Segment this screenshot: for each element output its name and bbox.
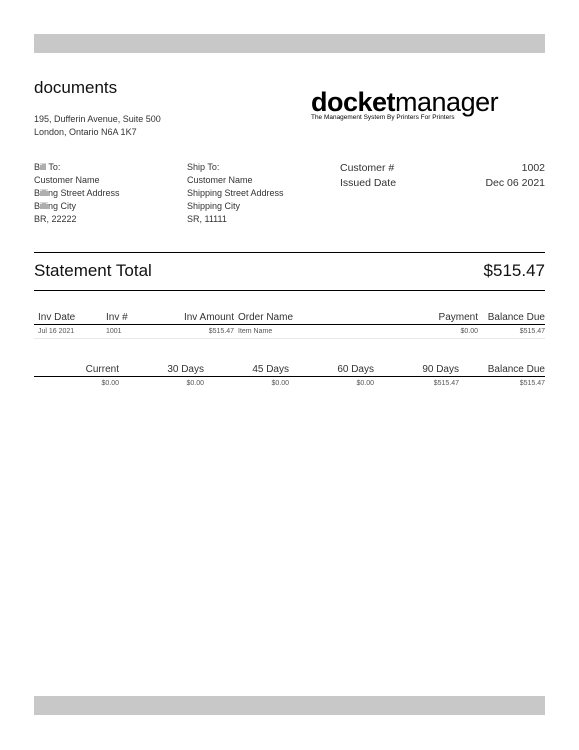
col-30-days: 30 Days [119,364,204,377]
cell-45-days: $0.00 [271,380,289,387]
statement-total-value: $515.47 [483,261,545,280]
docketmanager-logo [311,88,526,121]
col-order-name: Order Name [234,312,414,325]
col-aging-balance-due: Balance Due [459,364,545,377]
table-row [34,325,545,339]
col-inv-date: Inv Date [34,312,102,325]
ship-to-city: Shipping City [187,201,241,211]
col-current: Current [34,364,119,377]
cell-inv-amount: $515.47 [152,325,234,339]
issued-date-label: Issued Date [340,177,397,189]
header-band [34,34,545,53]
customer-number-value: 1002 [521,162,545,174]
ship-to-block [187,161,284,226]
bill-to-block [34,161,120,226]
col-balance-due: Balance Due [478,312,545,325]
aging-values-row [34,377,545,391]
cell-inv-date: Jul 16 2021 [34,325,102,339]
bill-to-street: Billing Street Address [34,188,120,198]
logo-word-bold: docket [311,87,396,117]
footer-band [34,696,545,715]
statement-bottom-rule [34,290,545,291]
logo-word-light: manager [395,87,499,117]
bill-to-name: Customer Name [34,175,100,185]
logo-wordmark [311,88,526,116]
cell-60-days: $0.00 [356,380,374,387]
bill-to-region: BR, 22222 [34,214,77,224]
company-address-line1: 195, Dufferin Avenue, Suite 500 [34,114,161,124]
bill-to-heading: Bill To: [34,162,61,172]
cell-90-days: $515.47 [433,380,459,387]
bill-to-city: Billing City [34,201,77,211]
company-address [34,113,161,139]
company-address-line2: London, Ontario N6A 1K7 [34,127,137,137]
col-45-days: 45 Days [204,364,289,377]
ship-to-name: Customer Name [187,175,253,185]
cell-30-days: $0.00 [186,380,204,387]
ship-to-heading: Ship To: [187,162,220,172]
invoice-header-row [34,312,545,325]
col-inv-amount: Inv Amount [152,312,234,325]
statement-total-label: Statement Total [34,261,152,280]
col-inv-number: Inv # [102,312,152,325]
col-60-days: 60 Days [289,364,374,377]
company-name: documents [34,78,118,97]
col-90-days: 90 Days [374,364,459,377]
cell-balance-due: $515.47 [478,325,545,339]
cell-current: $0.00 [101,380,119,387]
cell-order-name: Item Name [234,325,414,339]
cell-aging-balance-due: $515.47 [519,380,545,387]
ship-to-street: Shipping Street Address [187,188,284,198]
statement-meta [340,161,545,191]
col-payment: Payment [414,312,478,325]
aging-table [34,364,545,390]
cell-inv-number: 1001 [102,325,152,339]
ship-to-region: SR, 11111 [187,214,227,224]
invoice-table [34,312,545,339]
cell-payment: $0.00 [414,325,478,339]
issued-date-row [340,176,545,191]
customer-number-row [340,161,545,176]
aging-header-row [34,364,545,377]
issued-date-value: Dec 06 2021 [485,177,545,189]
logo-tagline: The Management System By Printers For Printers [311,114,455,121]
customer-number-label: Customer # [340,162,395,174]
statement-top-rule [34,252,545,253]
